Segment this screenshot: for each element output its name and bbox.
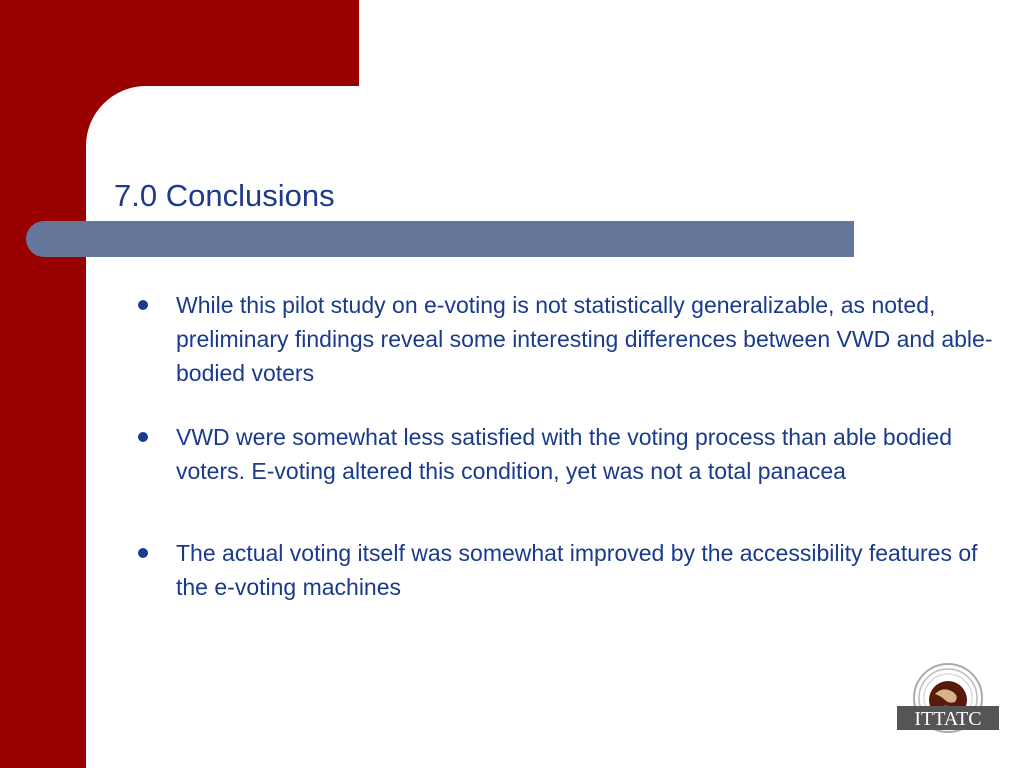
bullet-dot-icon xyxy=(138,432,148,442)
bullet-item xyxy=(138,420,1008,488)
bullet-dot-icon xyxy=(138,548,148,558)
bullet-text: VWD were somewhat less satisfied with the voting process than able bodied voters. E-voting altered this condition, yet was not a total panacea xyxy=(176,424,953,484)
top-red-band xyxy=(0,0,359,86)
title-underline-bar xyxy=(26,221,854,257)
slide-title: 7.0 Conclusions xyxy=(114,178,335,213)
bullet-dot-icon xyxy=(138,300,148,310)
logo-text: ITTATC xyxy=(914,708,982,730)
globe-icon xyxy=(893,658,1003,736)
left-red-band xyxy=(0,0,86,768)
ittatc-logo xyxy=(893,658,1003,736)
bullet-text: The actual voting itself was somewhat improved by the accessibility features of the e-voting machines xyxy=(176,540,978,600)
bullet-item xyxy=(138,536,1008,604)
bullet-text: While this pilot study on e-voting is not statistically generalizable, as noted, preliminary findings reveal some interesting differences between VWD and able-bodied voters xyxy=(176,292,993,386)
bullet-item xyxy=(138,288,1008,390)
